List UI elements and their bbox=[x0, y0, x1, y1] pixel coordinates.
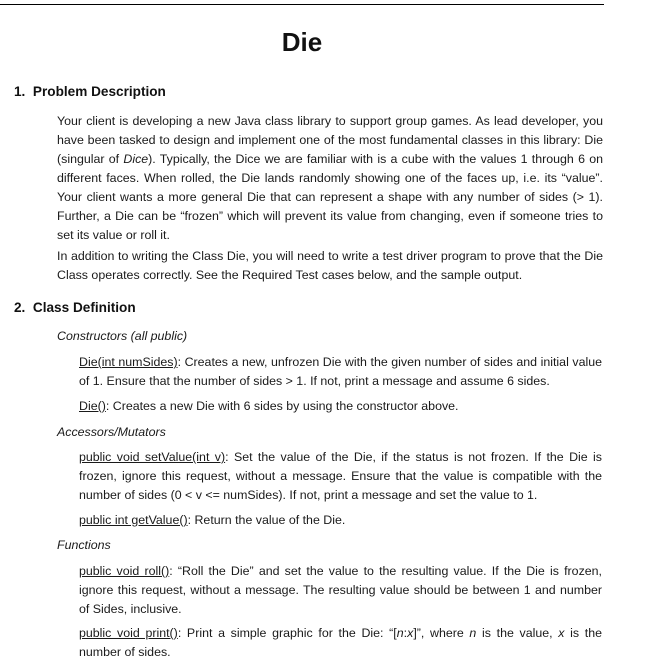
method-signature: Die(int numSides) bbox=[79, 355, 178, 369]
section-number: 2. bbox=[14, 300, 26, 315]
subheading-functions: Functions bbox=[57, 538, 111, 552]
problem-paragraph-1 bbox=[57, 112, 603, 245]
section-heading-class-definition bbox=[14, 300, 136, 315]
method-description: : Set the value of the Die, if the status is not frozen. If the Die is frozen, ignore this request, without a message. Ensure that the value is compatible with the number of sides (0 < v <= numSides). If not, print a message and set the value to 1. bbox=[79, 450, 602, 502]
top-rule bbox=[0, 4, 604, 5]
emphasis-text: Dice bbox=[123, 152, 149, 166]
subheading-constructors: Constructors (all public) bbox=[57, 329, 188, 343]
section-number: 1. bbox=[14, 84, 26, 99]
method-roll bbox=[79, 562, 602, 619]
method-getvalue bbox=[79, 511, 602, 530]
constructor-die-numsides bbox=[79, 353, 602, 391]
section-title: Problem Description bbox=[32, 84, 166, 99]
section-heading-problem-description bbox=[14, 84, 166, 99]
paragraph-text: ). Typically, the Dice we are familiar with is a cube with the values 1 through 6 on different faces. When rolled, the Die lands randomly showing one of the faces up, i.e. its “value”. Your client wants a more general Die that can represent a shape with any number of sides (> 1). Further, a Die can be “frozen” which will prevent its value from changing, even if someone tries to set its value or roll it. bbox=[57, 152, 603, 242]
method-setvalue bbox=[79, 448, 602, 505]
subheading-accessors-mutators: Accessors/Mutators bbox=[57, 425, 166, 439]
method-description: is the number of sides. bbox=[79, 626, 602, 659]
method-signature: public void roll() bbox=[79, 564, 170, 578]
method-description: is the value, bbox=[476, 626, 559, 640]
method-signature: public void print() bbox=[79, 626, 178, 640]
variable-n: n bbox=[469, 626, 477, 640]
paragraph-text: Your client is developing a new Java class library to support group games. As lead developer, you have been tasked to design and implement one of the most fundamental classes in this library: Die (singular of bbox=[57, 114, 603, 166]
method-description: : Return the value of the Die. bbox=[187, 513, 346, 527]
variable-x: x bbox=[407, 626, 414, 640]
method-signature: public int getValue() bbox=[79, 513, 188, 527]
problem-paragraph-2: In addition to writing the Class Die, you will need to write a test driver program to prove that the Die Class operates correctly. See the Required Test cases below, and the sample output. bbox=[57, 249, 603, 282]
method-description: : bbox=[403, 626, 408, 640]
section-title: Class Definition bbox=[32, 300, 136, 315]
constructor-die-default bbox=[79, 397, 602, 416]
method-description: : Print a simple graphic for the Die: “[ bbox=[177, 626, 397, 640]
page-title: Die bbox=[281, 27, 323, 57]
variable-n: n bbox=[396, 626, 404, 640]
method-description: ]”, where bbox=[413, 626, 470, 640]
variable-x: x bbox=[558, 626, 565, 640]
method-signature: public void setValue(int v) bbox=[79, 450, 226, 464]
method-print bbox=[79, 624, 602, 662]
method-signature: Die() bbox=[79, 399, 106, 413]
method-description: : Creates a new, unfrozen Die with the given number of sides and initial value of 1. Ensure that the number of sides > 1. If not, print a message and assume 6 sides. bbox=[79, 355, 602, 388]
method-description: : “Roll the Die” and set the value to the resulting value. If the Die is frozen, ignore this request, without a message. The resulting value should be between 1 and number of Sides, inclusive. bbox=[79, 564, 602, 616]
method-description: : Creates a new Die with 6 sides by using the constructor above. bbox=[105, 399, 459, 413]
